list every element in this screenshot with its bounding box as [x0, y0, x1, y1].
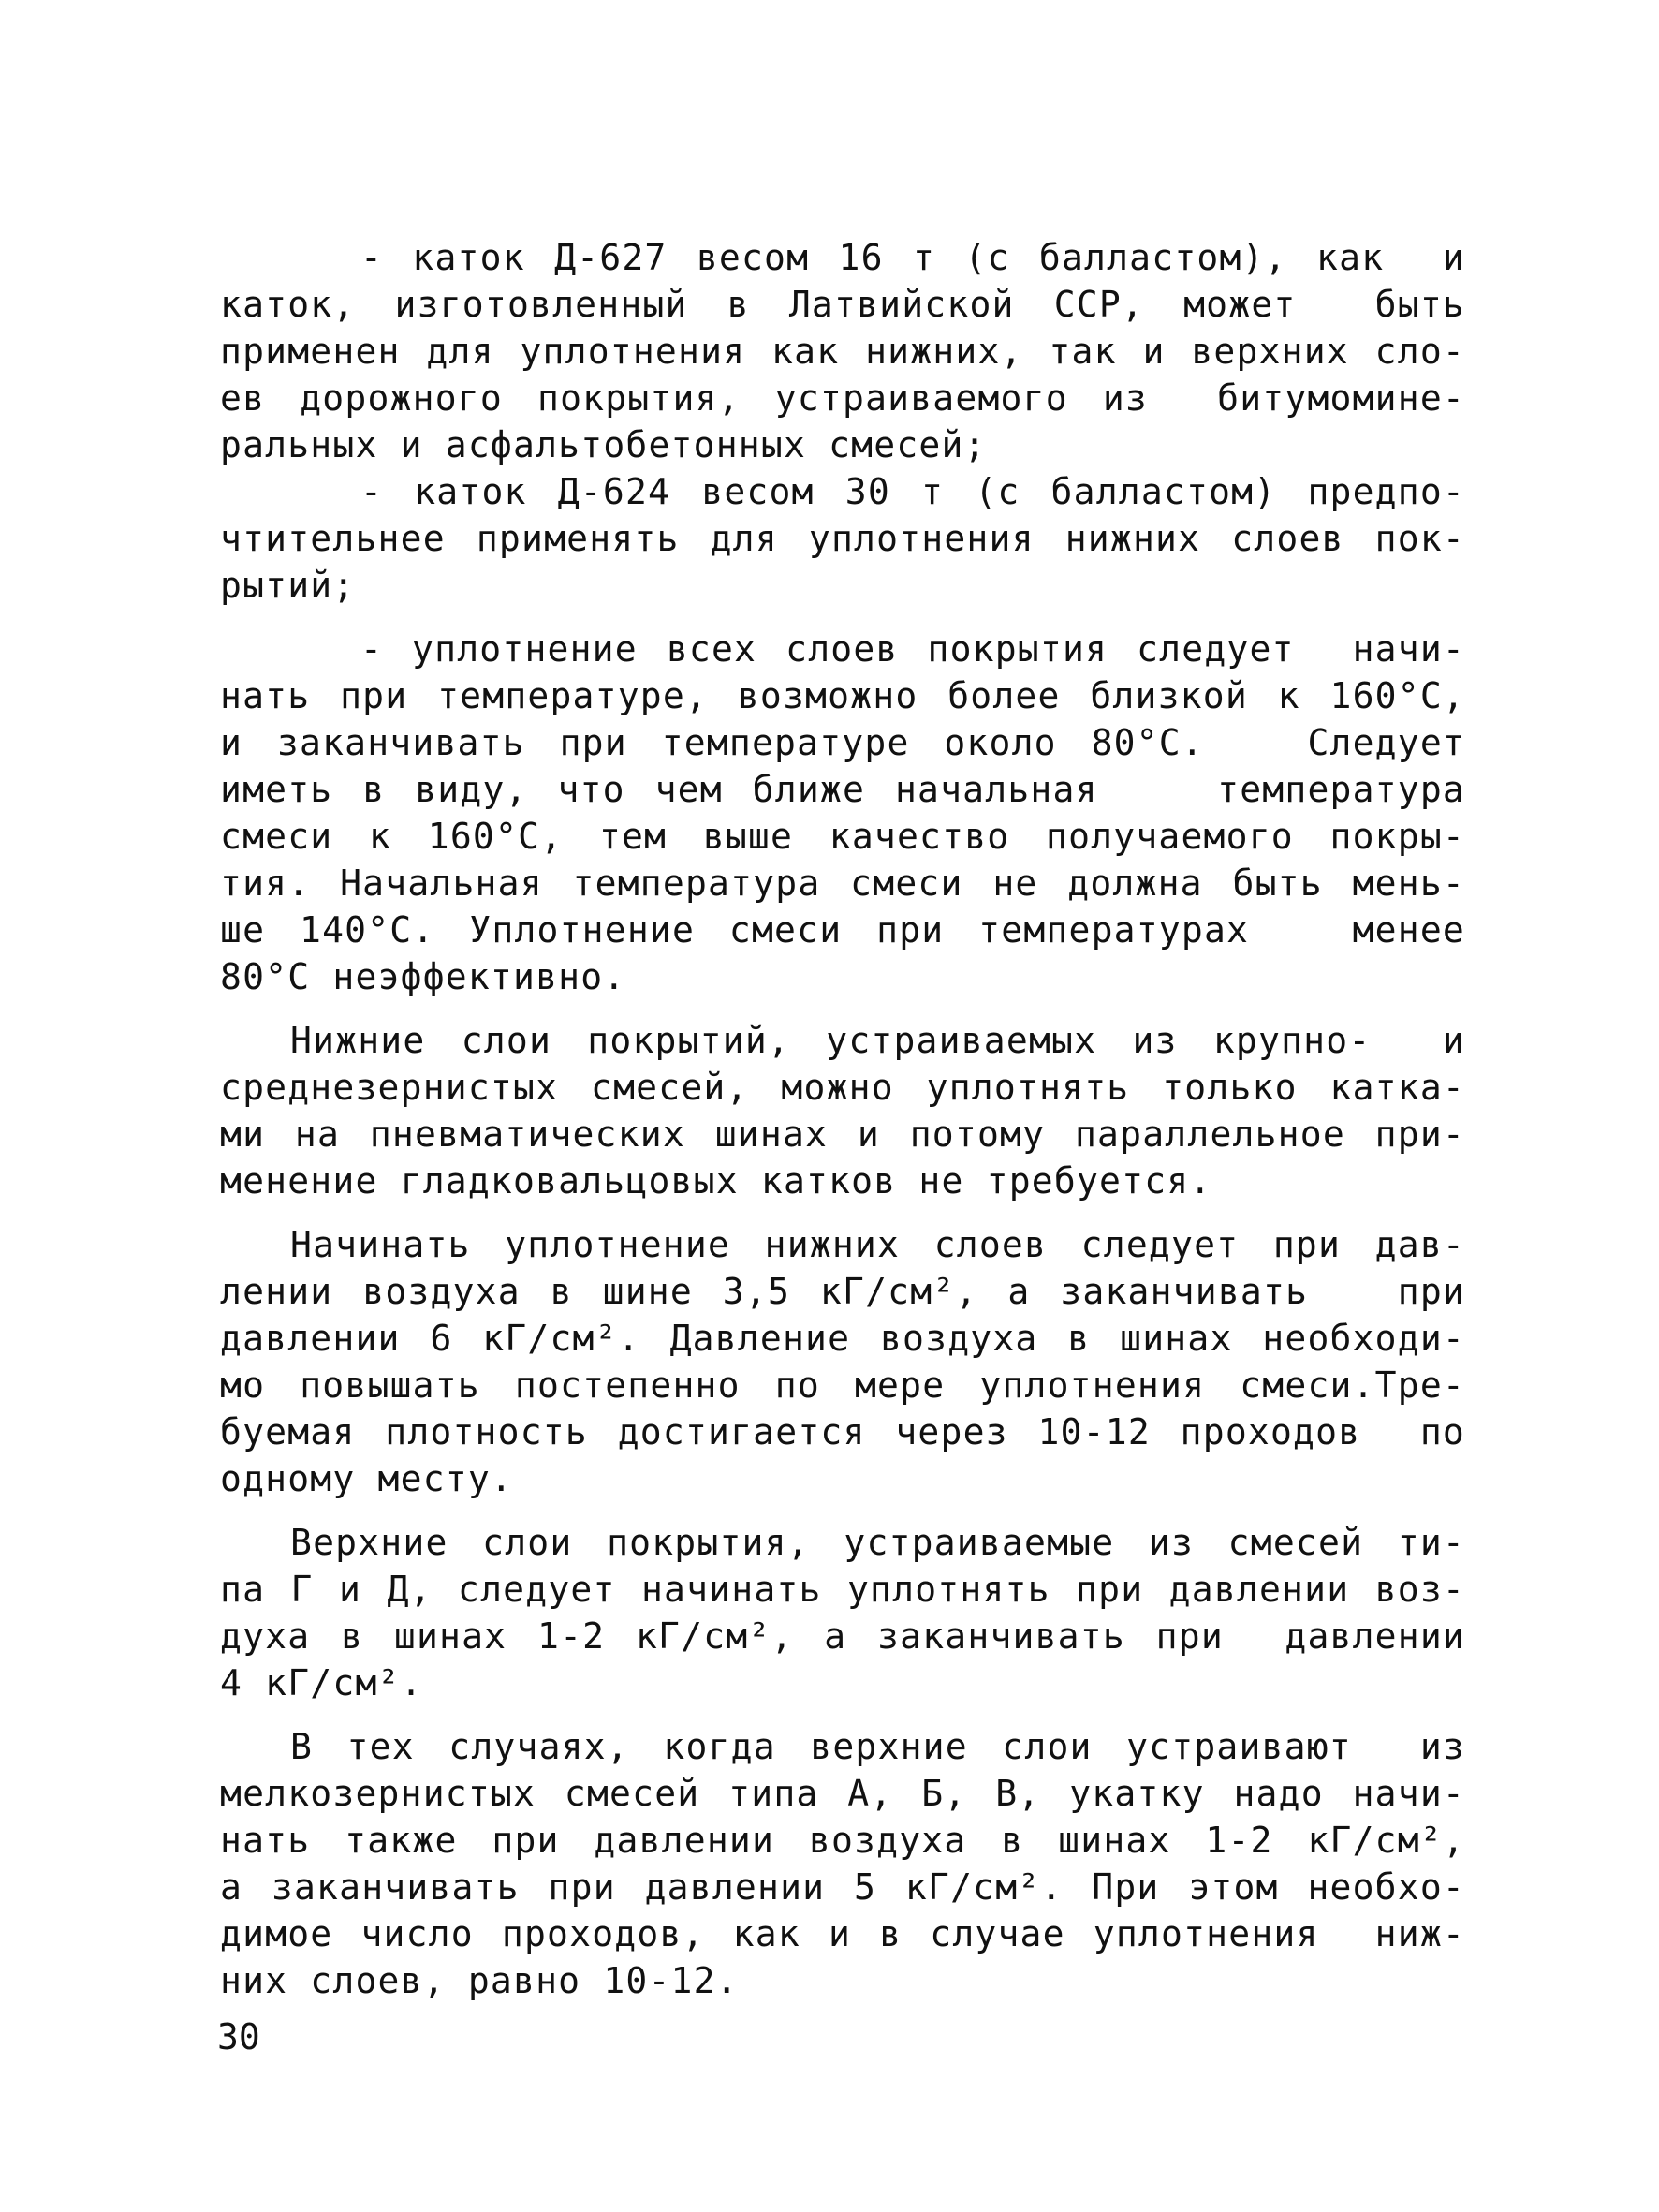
text-line: тия. Начальная температура смеси не должна быть мень-: [220, 863, 1465, 904]
text-line: лении воздуха в шине 3,5 кГ/см², а заканчивать при: [220, 1271, 1465, 1312]
text-line: духа в шинах 1-2 кГ/см², а заканчивать при давлении: [220, 1615, 1465, 1657]
text-line: среднезернистых смесей, можно уплотнять только катка-: [220, 1067, 1465, 1108]
text-line: ев дорожного покрытия, устраиваемого из битумомине-: [220, 377, 1465, 419]
text-line: - каток Д-624 весом 30 т (с балластом) предпо-: [360, 471, 1465, 512]
text-line: - уплотнение всех слоев покрытия следует начи-: [360, 628, 1465, 670]
paragraph-roller-d624: [220, 468, 1465, 609]
text-line: давлении 6 кГ/см². Давление воздуха в шинах необходи-: [220, 1318, 1465, 1359]
text-line: ми на пневматических шинах и потому параллельное при-: [220, 1113, 1465, 1155]
text-line: каток, изготовленный в Латвийской ССР, может быть: [220, 284, 1465, 325]
text-line: одному месту.: [220, 1458, 514, 1499]
text-line: - каток Д-627 весом 16 т (с балластом), как и: [360, 237, 1465, 278]
text-line: мо повышать постепенно по мере уплотнения смеси.Тре-: [220, 1364, 1465, 1406]
text-line: димое число проходов, как и в случае уплотнения ниж-: [220, 1913, 1465, 1954]
text-line: чтительнее применять для уплотнения нижних слоев пок-: [220, 518, 1465, 559]
text-line: иметь в виду, что чем ближе начальная температура: [220, 769, 1465, 810]
text-line: ральных и асфальтобетонных смесей;: [220, 424, 987, 465]
text-line: В тех случаях, когда верхние слои устраивают из: [290, 1726, 1465, 1767]
paragraph-lower-layers: [220, 1017, 1465, 1204]
paragraph-tire-pressure-lower: [220, 1221, 1465, 1502]
text-line: и заканчивать при температуре около 80°С. Следует: [220, 722, 1465, 763]
paragraph-compaction-temperature: [220, 626, 1465, 1000]
paragraph-tire-pressure-upper: [220, 1519, 1465, 1706]
text-line: па Г и Д, следует начинать уплотнять при давлении воз-: [220, 1569, 1465, 1610]
body-text: [220, 234, 1465, 2004]
text-line: применен для уплотнения как нижних, так и верхних сло-: [220, 331, 1465, 372]
text-line: 80°С неэффективно.: [220, 956, 626, 997]
text-line: мелкозернистых смесей типа А, Б, В, укатку надо начи-: [220, 1773, 1465, 1814]
paragraph-roller-d627: [220, 234, 1465, 468]
text-line: Верхние слои покрытия, устраиваемые из смесей ти-: [290, 1522, 1465, 1563]
paragraph-fine-mixes: [220, 1723, 1465, 2004]
text-line: менение гладковальцовых катков не требуется.: [220, 1160, 1212, 1202]
text-line: смеси к 160°С, тем выше качество получаемого покры-: [220, 816, 1465, 857]
text-line: рытий;: [220, 565, 356, 606]
text-line: 4 кГ/см².: [220, 1662, 423, 1703]
text-line: нать также при давлении воздуха в шинах 1-2 кГ/см²,: [220, 1820, 1465, 1861]
text-line: ше 140°С. Уплотнение смеси при температурах менее: [220, 909, 1465, 951]
page-number: 30: [217, 2016, 260, 2057]
text-line: Нижние слои покрытий, устраиваемых из крупно- и: [290, 1020, 1465, 1061]
text-line: буемая плотность достигается через 10-12 проходов по: [220, 1411, 1465, 1453]
text-line: Начинать уплотнение нижних слоев следует при дав-: [290, 1224, 1465, 1265]
text-line: нать при температуре, возможно более близкой к 160°С,: [220, 675, 1465, 716]
text-line: а заканчивать при давлении 5 кГ/см². При этом необхо-: [220, 1866, 1465, 1908]
text-line: них слоев, равно 10-12.: [220, 1960, 739, 2001]
